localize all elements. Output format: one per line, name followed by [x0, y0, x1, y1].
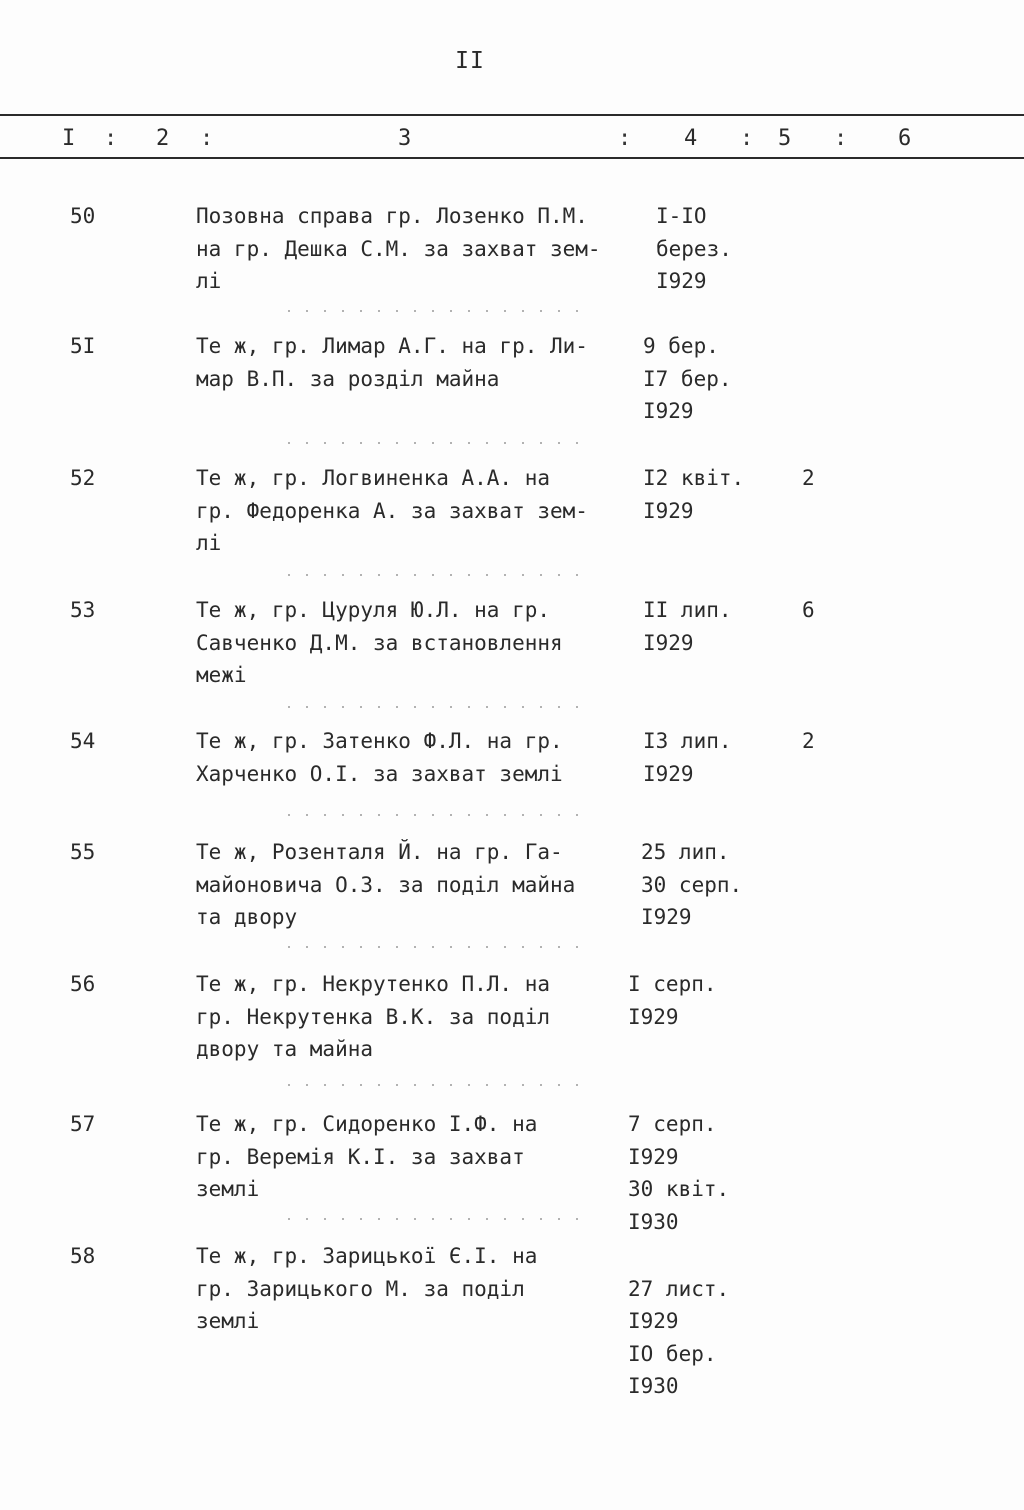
- description-line: межі: [196, 663, 247, 687]
- date-line: II лип.: [643, 598, 732, 622]
- entry-number: 55: [70, 840, 96, 864]
- date-line: I930: [628, 1374, 679, 1398]
- divider: [280, 1218, 590, 1220]
- entry-number: 58: [70, 1244, 96, 1268]
- date-line: IO бер.: [628, 1341, 717, 1366]
- date-line: 30 квіт.: [628, 1177, 730, 1201]
- entry-number: 54: [70, 729, 96, 753]
- entry-description: [196, 200, 636, 298]
- divider: [280, 442, 590, 444]
- description-line: майоновича О.З. за поділ майна: [196, 872, 576, 897]
- column-header-4: 4: [684, 126, 698, 151]
- description-line: Те ж, гр. Логвиненка А.А. на: [196, 466, 551, 490]
- date-line: 9 бер.: [643, 334, 719, 358]
- description-line: Те ж, гр. Сидоренко І.Ф. на: [196, 1112, 538, 1136]
- column-separator: :: [834, 126, 848, 151]
- entry-sheets: 6: [802, 598, 815, 622]
- divider: [280, 706, 590, 708]
- entry-dates: [643, 594, 773, 659]
- date-line: I-IO: [656, 204, 707, 228]
- description-line: гр. Некрутенка В.К. за поділ: [196, 1004, 551, 1029]
- divider: [280, 1084, 590, 1086]
- date-line: I929: [643, 399, 694, 423]
- entry-dates: [643, 725, 773, 790]
- column-separator: :: [740, 126, 754, 151]
- description-line: Те ж, гр. Затенко Ф.Л. на гр.: [196, 729, 563, 753]
- description-line: гр. Зарицького М. за поділ: [196, 1276, 525, 1301]
- date-line: 27 лист.: [628, 1276, 730, 1301]
- entry-number: 53: [70, 598, 96, 622]
- entry-number: 52: [70, 466, 96, 490]
- divider: [280, 814, 590, 816]
- entry-sheets: 2: [802, 729, 815, 753]
- column-header-5: 5: [778, 126, 792, 151]
- description-line: гр. Веремія К.І. за захват: [196, 1144, 525, 1169]
- description-line: Харченко О.І. за захват землі: [196, 761, 563, 786]
- date-line: I929: [628, 1309, 679, 1333]
- entry-description: [196, 968, 636, 1066]
- entry-dates: [656, 200, 786, 298]
- entry-number: 56: [70, 972, 96, 996]
- entry-sheets: 2: [802, 466, 815, 490]
- date-line: I929: [643, 498, 694, 523]
- description-line: землі: [196, 1309, 260, 1333]
- date-line: I7 бер.: [643, 366, 732, 391]
- date-line: 25 лип.: [641, 840, 730, 864]
- date-line: I3 лип.: [643, 729, 732, 753]
- entry-description: [196, 725, 636, 790]
- date-line: I929: [628, 1004, 679, 1029]
- date-line: I929: [641, 905, 692, 929]
- description-line: Савченко Д.М. за встановлення: [196, 630, 563, 655]
- column-separator: :: [200, 126, 214, 151]
- description-line: та двору: [196, 905, 298, 929]
- entry-description: [196, 330, 636, 395]
- description-line: Те ж, Розенталя Й. на гр. Га-: [196, 840, 563, 864]
- date-line: I929: [628, 1144, 679, 1169]
- entry-description: [196, 594, 636, 692]
- page-number: II: [455, 48, 485, 74]
- entry-description: [196, 1240, 636, 1338]
- date-line: I929: [656, 269, 707, 293]
- column-header-2: 2: [156, 126, 170, 151]
- description-line: гр. Федоренка А. за захват зем-: [196, 498, 588, 523]
- entry-dates: [641, 836, 771, 934]
- column-header-3: 3: [398, 126, 412, 151]
- description-line: Те ж, гр. Лимар А.Г. на гр. Ли-: [196, 334, 588, 358]
- entry-description: [196, 836, 636, 934]
- column-separator: :: [104, 126, 118, 151]
- divider: [280, 946, 590, 948]
- entry-description: [196, 462, 636, 560]
- entry-number: 5I: [70, 334, 96, 358]
- entry-dates: [628, 1108, 758, 1238]
- description-line: мар В.П. за розділ майна: [196, 366, 500, 391]
- date-line: I929: [643, 761, 694, 786]
- divider: [280, 574, 590, 576]
- date-line: берез.: [656, 236, 732, 261]
- description-line: землі: [196, 1177, 260, 1201]
- entry-dates: [628, 968, 758, 1033]
- entry-number: 57: [70, 1112, 96, 1136]
- entry-number: 50: [70, 204, 96, 228]
- description-line: на гр. Дешка С.М. за захват зем-: [196, 236, 601, 261]
- column-header-6: 6: [898, 126, 912, 151]
- description-line: лі: [196, 531, 222, 555]
- description-line: Те ж, гр. Зарицької Є.І. на: [196, 1244, 538, 1268]
- date-line: 7 серп.: [628, 1112, 717, 1136]
- entry-dates: [643, 330, 773, 428]
- date-line: I930: [628, 1209, 679, 1234]
- date-line: [628, 1240, 758, 1273]
- entry-description: [196, 1108, 636, 1206]
- column-separator: :: [618, 126, 632, 151]
- description-line: Те ж, гр. Некрутенко П.Л. на: [196, 972, 551, 996]
- column-header-row: [0, 126, 1024, 154]
- column-header-1: I: [62, 126, 76, 151]
- entry-dates: [643, 462, 773, 527]
- date-line: I2 квіт.: [643, 466, 745, 490]
- description-line: двору та майна: [196, 1037, 374, 1061]
- header-bottom-rule: [0, 157, 1024, 159]
- date-line: I929: [643, 630, 694, 655]
- description-line: Позовна справа гр. Лозенко П.М.: [196, 204, 588, 228]
- date-line: I серп.: [628, 972, 717, 996]
- divider: [280, 310, 590, 312]
- header-top-rule: [0, 114, 1024, 116]
- description-line: Те ж, гр. Цуруля Ю.Л. на гр.: [196, 598, 551, 622]
- description-line: лі: [196, 269, 222, 293]
- entry-dates: [628, 1240, 758, 1403]
- date-line: 30 серп.: [641, 872, 743, 897]
